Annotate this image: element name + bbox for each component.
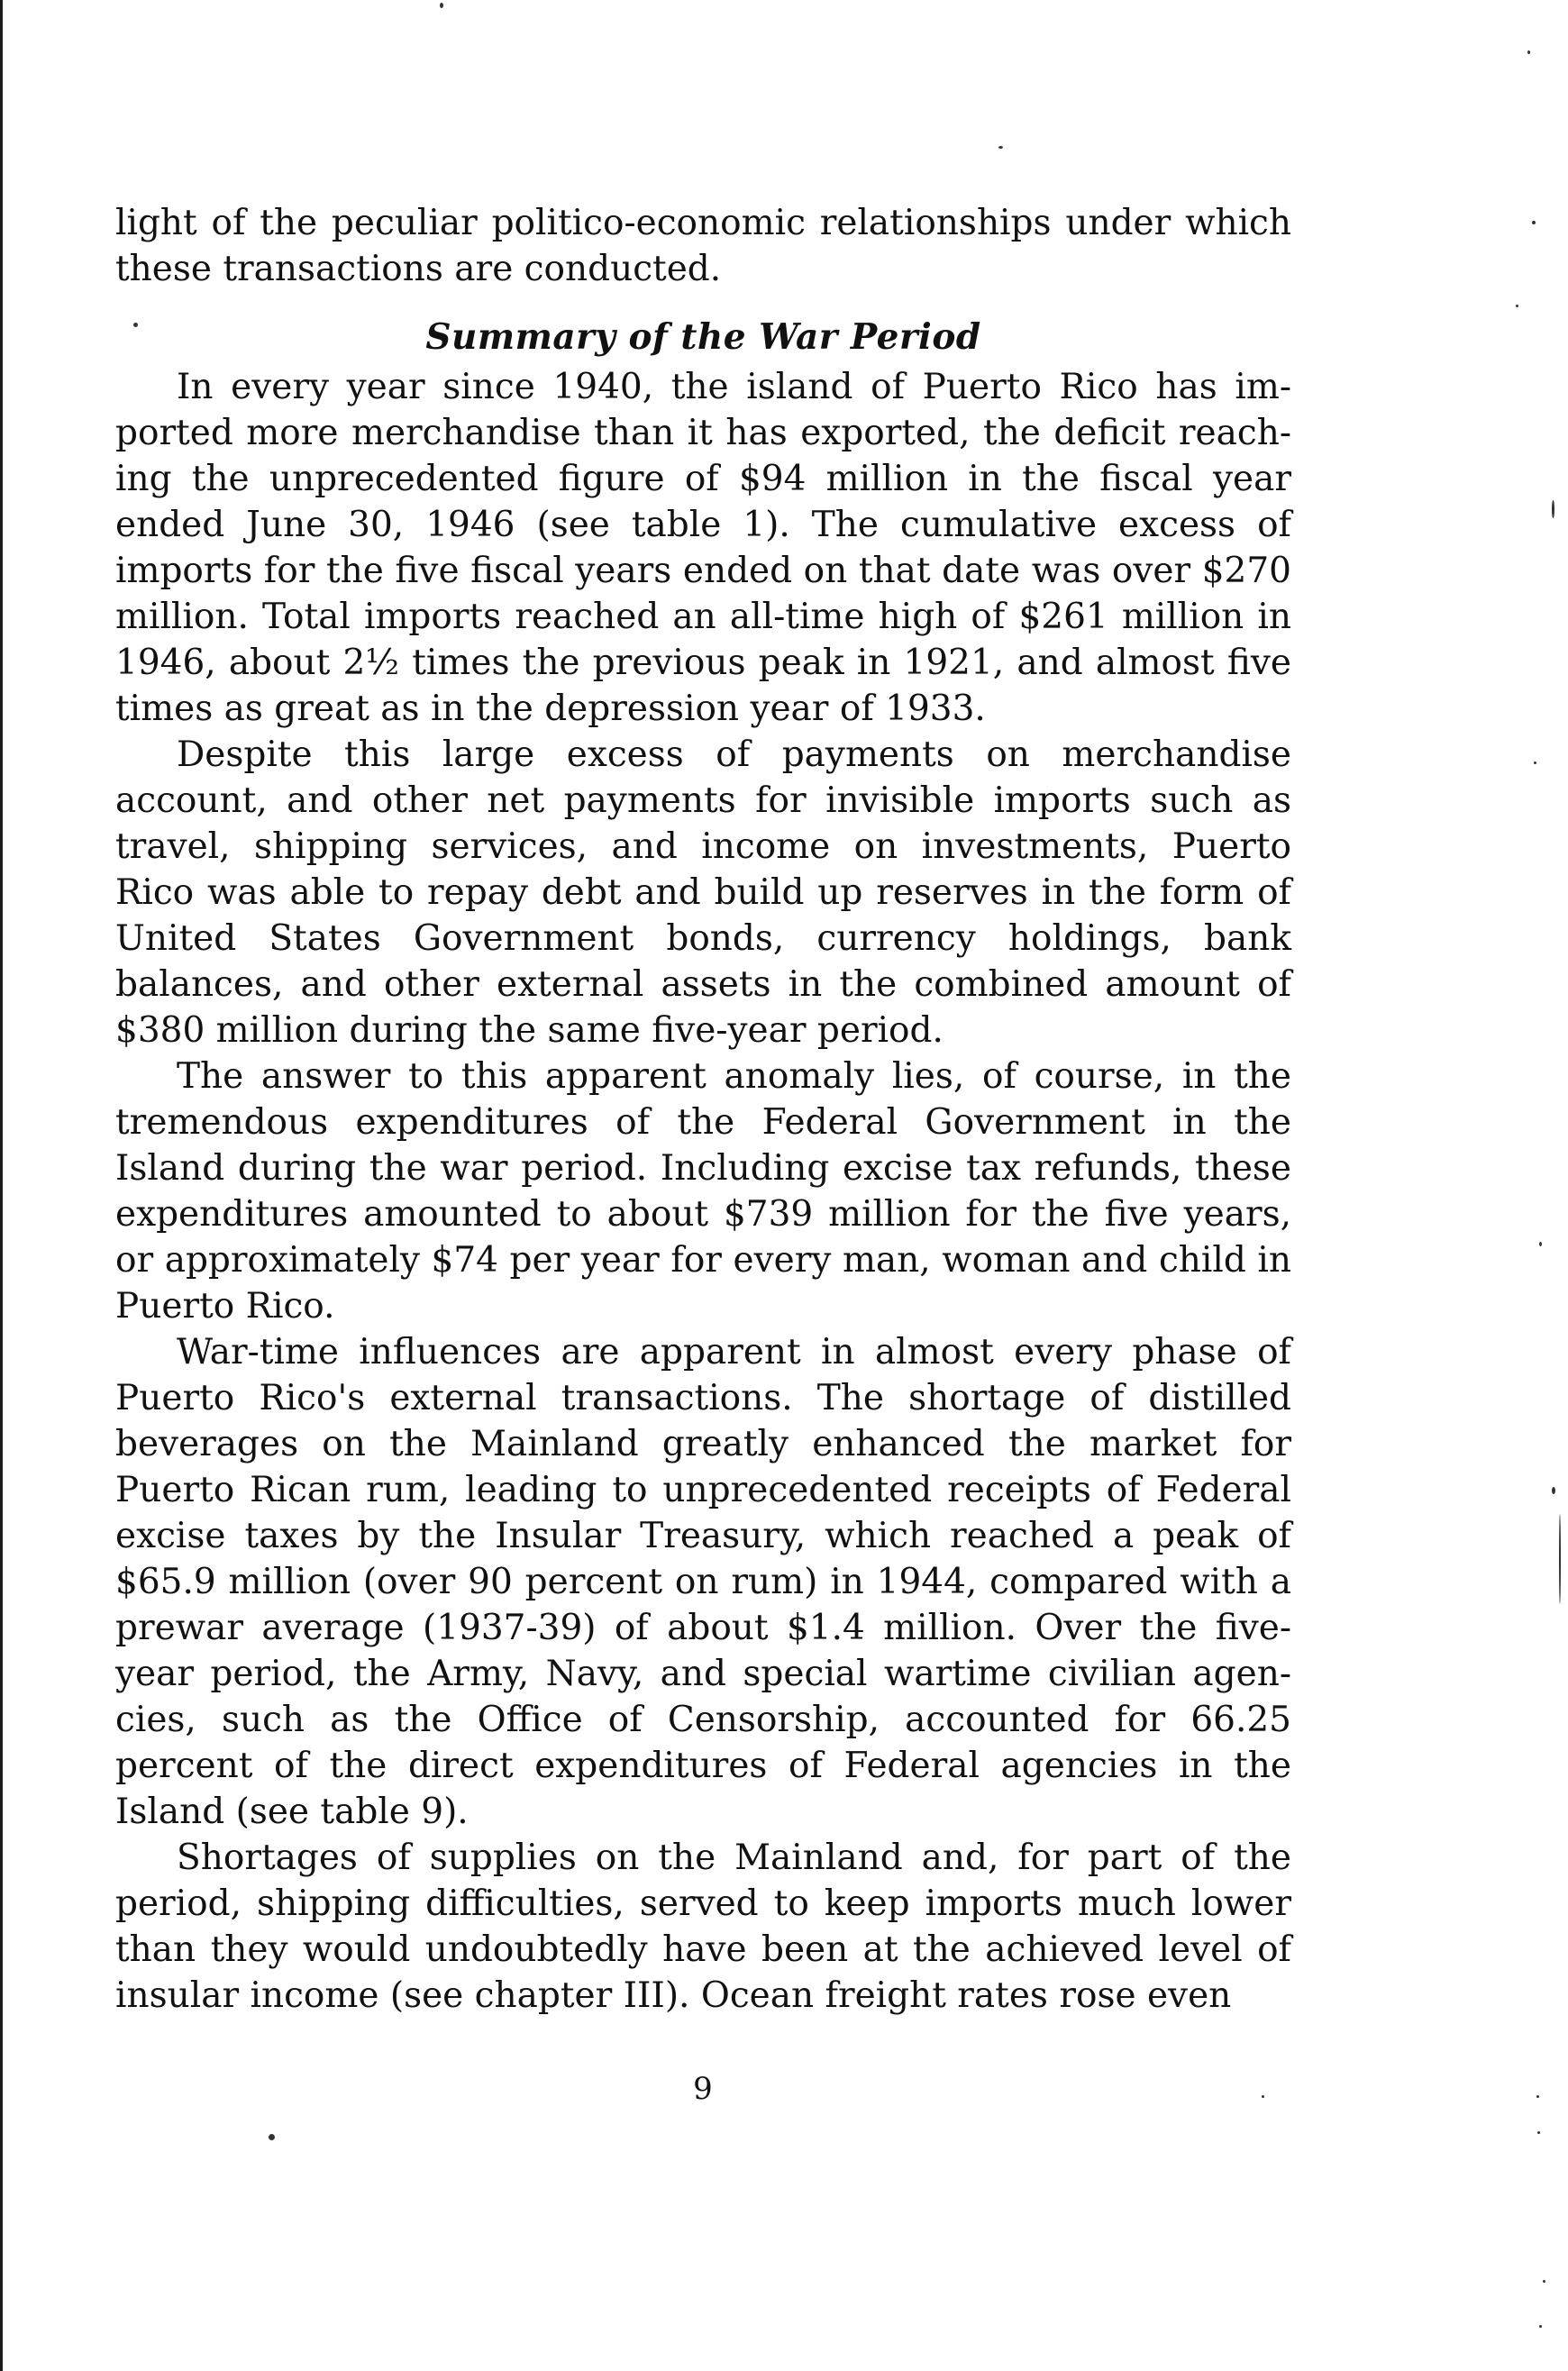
scan-speck [1534,761,1536,764]
scan-speck [1552,1487,1555,1494]
scan-speck [1537,2131,1540,2134]
scan-speck [269,2134,275,2140]
scan-speck [998,146,1003,149]
paragraph-federal-expenditures: The answer to this apparent anomaly lies, of course, in the tremendous expenditures of the Federal Government in the Island during the war period. Including excise tax refunds, these expenditures amounted to about $739 million for the five years, or approximately $74 per year for every man, woman and child in Puerto Rico. [115,1056,1291,1327]
scan-speck [1532,221,1536,224]
scan-speck [1539,2325,1542,2328]
scan-speck [133,323,138,327]
scan-speck [1543,2280,1545,2283]
paragraph-continuation: light of the peculiar politico-economic relationships under which these transactions are conducted. [115,203,1291,289]
paragraph-wartime-influences: War-time influences are apparent in almost every phase of Puerto Rico's external transactions. The shortage of distilled beverages on the Mainland greatly enhanced the market for Puerto Rican rum, leading to unprecedented receipts of Federal excise taxes by the Insular Treasury, which reached a peak of $65.9 million (over 90 percent on rum) in 1944, compared with a prewar average (1937-39) of about $1.4 million. Over the five-year period, the Army, Navy, and special wartime civilian agencies, such as the Office of Censorship, accounted for 66.25 percent of the direct expenditures of Federal agencies in the Island (see table 9). [115,1332,1291,1832]
scan-speck [1262,2095,1264,2098]
paragraph-reserves: Despite this large excess of payments on merchandise account, and other net payments for invisible imports such as travel, shipping services, and income on investments, Puerto Rico was able to repay debt and build up reserves in the form of United States Government bonds, currency holdings, bank balances, and other external assets in the combined amount of $380 million during the same five-year period. [115,734,1291,1051]
section-heading: Summary of the War Period [425,316,981,358]
scan-speck [1527,50,1530,54]
paragraph-shortages: Shortages of supplies on the Mainland and, for part of the period, shipping difficulties, served to keep imports much lower than they would undoubtedly have been at the achieved level of insular income (see chapter III). Ocean freight rates rose even [115,1838,1291,2016]
document-body [115,200,1291,2019]
scan-speck [1559,1514,1561,1604]
scan-speck [1516,305,1518,307]
scan-speck [1536,2095,1539,2098]
scan-speck [440,3,443,8]
page-number: 9 [693,2071,713,2107]
paragraph-import-deficit: In every year since 1940, the island of Puerto Rico has imported more merchandise than it has exported, the deficit reaching the unprecedented figure of $94 million in the fiscal year ended June 30, 1946 (see table 1). The cumulative excess of imports for the five fiscal years ended on that date was over $270 million. Total imports reached an all-time high of $261 million in 1946, about 2½ times the previous peak in 1921, and almost five times as great as in the depression year of 1933. [115,367,1291,729]
scan-speck [1539,1242,1542,1246]
scan-margin-line [0,0,3,2371]
scan-speck [1552,500,1554,518]
